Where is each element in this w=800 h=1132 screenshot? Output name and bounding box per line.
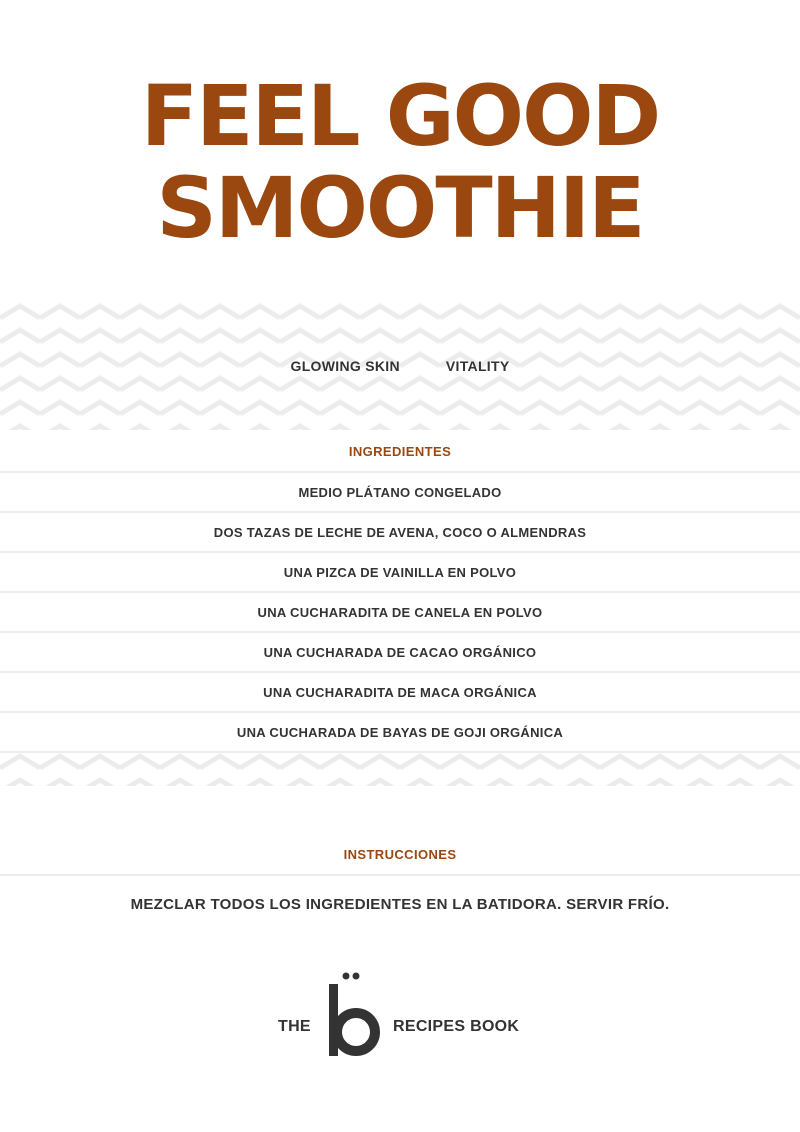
ingredient-item: UNA CUCHARADITA DE CANELA EN POLVO — [0, 593, 800, 633]
instructions-heading: INSTRUCCIONES — [0, 834, 800, 876]
zigzag-pattern-bottom — [0, 750, 800, 786]
ingredients-section — [0, 431, 800, 753]
instructions-text: MEZCLAR TODOS LOS INGREDIENTES EN LA BATIDORA. SERVIR FRÍO. — [130, 896, 670, 913]
benefit-tags — [0, 358, 800, 374]
ingredient-item: UNA PIZCA DE VAINILLA EN POLVO — [0, 553, 800, 593]
b-umlaut-logo-icon — [324, 970, 388, 1060]
ingredient-item: MEDIO PLÁTANO CONGELADO — [0, 473, 800, 513]
tag-vitality: VITALITY — [445, 358, 510, 374]
ingredient-item: UNA CUCHARADA DE BAYAS DE GOJI ORGÁNICA — [0, 713, 800, 753]
brand-text-left: THE — [278, 1018, 311, 1035]
ingredients-heading: INGREDIENTES — [0, 431, 800, 473]
ingredient-item: UNA CUCHARADA DE CACAO ORGÁNICO — [0, 633, 800, 673]
brand-text-right: RECIPES BOOK — [393, 1018, 520, 1035]
recipe-title-line-1: FEEL GOOD — [140, 67, 660, 165]
brand-footer — [0, 970, 800, 1060]
ingredient-item: UNA CUCHARADITA DE MACA ORGÁNICA — [0, 673, 800, 713]
ingredient-item: DOS TAZAS DE LECHE DE AVENA, COCO O ALMENDRAS — [0, 513, 800, 553]
recipe-title-line-2: SMOOTHIE — [156, 159, 644, 257]
tag-glowing-skin: GLOWING SKIN — [290, 358, 400, 374]
recipe-title — [0, 67, 800, 257]
